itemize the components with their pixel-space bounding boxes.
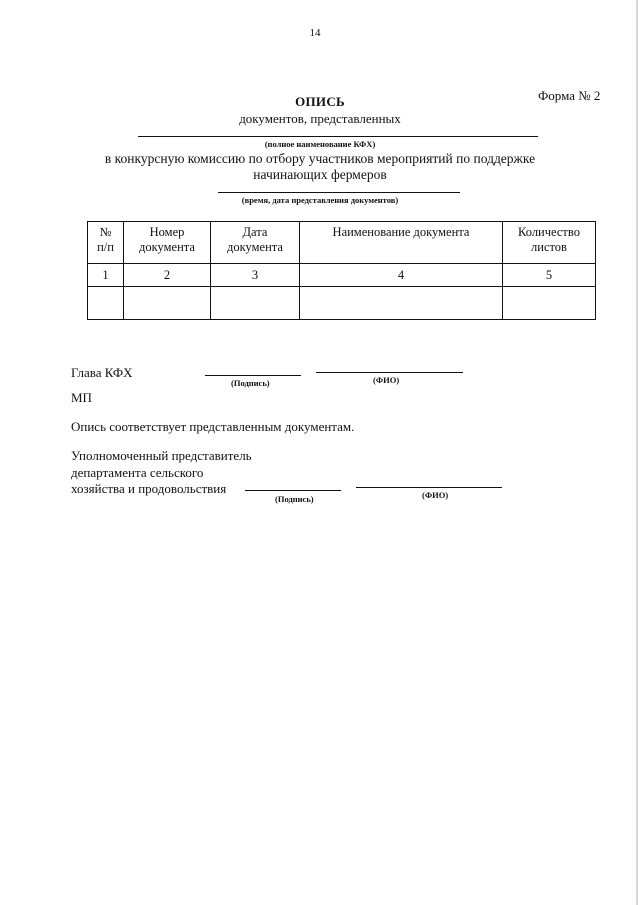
date-line [218, 192, 460, 193]
signature-line [245, 490, 341, 491]
date-hint: (время, дата представления документов) [241, 195, 399, 205]
header-text: Наименование документа [332, 225, 470, 239]
stamp-label: МП [71, 390, 92, 405]
column-number-cell: 3 [211, 264, 300, 287]
representative-line-3: хозяйства и продовольствия [71, 481, 227, 496]
header-cell-doc-name [300, 222, 503, 264]
header-text: документа [227, 240, 283, 254]
empty-cell [124, 287, 211, 320]
empty-cell [211, 287, 300, 320]
header-text: Количество [518, 225, 580, 239]
page-edge-shadow [636, 0, 638, 905]
kfh-name-hint: (полное наименование КФХ) [264, 139, 376, 149]
header-cell-doc-number [124, 222, 211, 264]
header-cell-doc-date [211, 222, 300, 264]
column-number-cell: 2 [124, 264, 211, 287]
table-row [88, 264, 596, 287]
signature-line [205, 375, 301, 376]
table-header-row [88, 222, 596, 264]
head-kfh-label: Глава КФХ [71, 365, 133, 380]
inventory-table [87, 221, 596, 320]
fio-line [316, 372, 463, 373]
purpose-line-2: начинающих фермеров [253, 167, 387, 182]
column-number-cell: 5 [503, 264, 596, 287]
signature-hint: (Подпись) [275, 494, 314, 504]
page-number: 14 [309, 27, 321, 39]
header-text: Номер [149, 225, 185, 239]
purpose-line-1: в конкурсную комиссию по отбору участников мероприятий по поддержке [104, 151, 536, 166]
confirmation-text: Опись соответствует представленным документам. [71, 419, 355, 434]
empty-cell [88, 287, 124, 320]
empty-cell [503, 287, 596, 320]
kfh-name-line [138, 136, 538, 137]
fio-hint: (ФИО) [422, 490, 449, 500]
document-title: ОПИСЬ [295, 94, 345, 109]
header-text: п/п [97, 240, 114, 254]
header-cell-number [88, 222, 124, 264]
header-text: Дата [242, 225, 268, 239]
form-label: Форма № 2 [538, 88, 601, 103]
column-number-cell: 1 [88, 264, 124, 287]
header-text: документа [139, 240, 195, 254]
fio-line [356, 487, 502, 488]
column-number-cell: 4 [300, 264, 503, 287]
table-row [88, 287, 596, 320]
header-text: листов [531, 240, 567, 254]
empty-cell [300, 287, 503, 320]
representative-line-2: департамента сельского [71, 465, 204, 480]
signature-hint: (Подпись) [231, 378, 270, 388]
header-cell-sheet-count [503, 222, 596, 264]
fio-hint: (ФИО) [373, 375, 400, 385]
representative-line-1: Уполномоченный представитель [71, 448, 252, 463]
document-subtitle: документов, представленных [239, 111, 401, 126]
header-text: № [99, 225, 112, 239]
